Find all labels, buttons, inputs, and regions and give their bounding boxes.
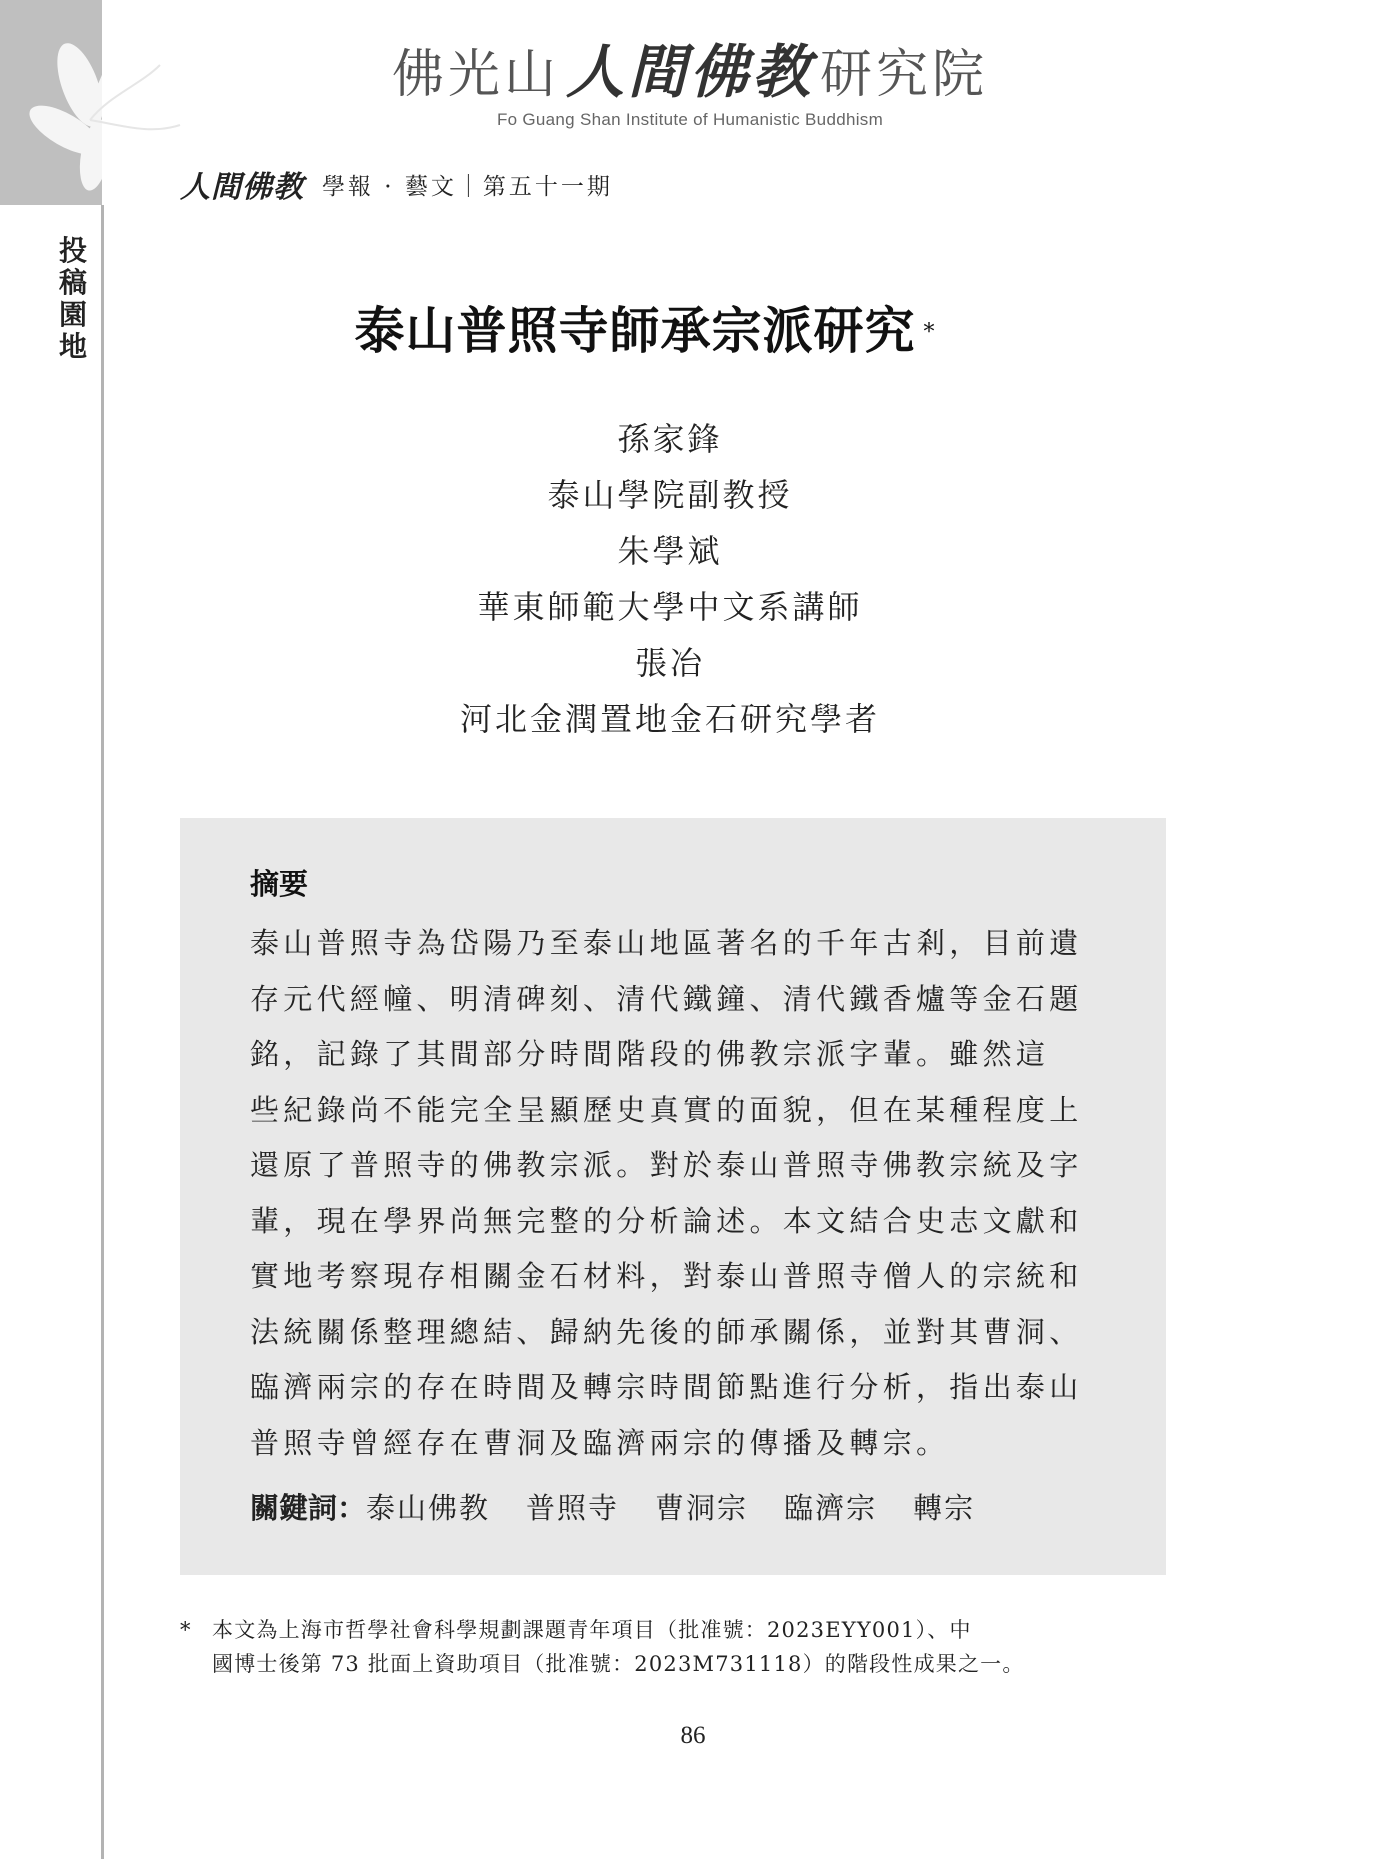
abstract-line: 些紀錄尚不能完全呈顯歷史真實的面貌，但在某種程度上 <box>250 1092 1083 1127</box>
article-title-text: 泰山普照寺師承宗派研究 <box>354 301 916 360</box>
section-side-label <box>56 235 90 363</box>
side-label-char: 投 <box>58 234 87 267</box>
journal-issue: 學報 · 藝文｜第五十一期 <box>322 173 613 200</box>
abstract-line: 實地考察現存相關金石材料，對泰山普照寺僧人的宗統和 <box>250 1259 1083 1293</box>
keyword: 曹洞宗 <box>655 1491 749 1525</box>
author-block <box>300 411 1040 747</box>
footnote <box>180 1613 1180 1681</box>
journal-logo: 人間佛教 <box>180 170 304 205</box>
abstract-line: 銘，記錄了其間部分時間階段的佛教宗派字輩。雖然這 <box>250 1037 1050 1071</box>
author-affiliation: 河北金潤置地金石研究學者 <box>459 700 880 738</box>
abstract-line: 普照寺曾經存在曹洞及臨濟兩宗的傳播及轉宗。 <box>250 1425 950 1460</box>
abstract-line: 還原了普照寺的佛教宗派。對於泰山普照寺佛教宗統及字 <box>250 1148 1083 1182</box>
abstract-line: 輩，現在學界尚無完整的分析論述。本文結合史志文獻和 <box>250 1203 1083 1238</box>
author-name: 孫家鋒 <box>617 420 723 458</box>
author-name: 朱學斌 <box>617 532 723 570</box>
author-name: 張冶 <box>634 644 705 682</box>
keyword: 普照寺 <box>526 1491 620 1525</box>
title-footnote-marker: * <box>923 320 936 345</box>
keyword: 臨濟宗 <box>784 1491 878 1525</box>
side-label-char: 園 <box>58 298 87 331</box>
footnote-line: 國博士後第 73 批面上資助項目（批准號：2023M731118）的階段性成果之一。 <box>212 1652 1025 1676</box>
keywords-line <box>250 1486 1011 1527</box>
keyword: 泰山佛教 <box>366 1491 491 1525</box>
abstract-line: 存元代經幢、明清碑刻、清代鐵鐘、清代鐵香爐等金石題 <box>250 981 1083 1016</box>
institute-suffix: 研究院 <box>820 45 989 105</box>
abstract-line: 泰山普照寺為岱陽乃至泰山地區著名的千年古剎，目前遺 <box>250 926 1083 960</box>
side-rule <box>101 205 104 1859</box>
abstract-line: 法統關係整理總結、歸納先後的師承關係，並對其曹洞、 <box>250 1314 1083 1349</box>
abstract-body <box>250 916 1102 1471</box>
side-label-char: 稿 <box>58 266 87 299</box>
abstract-line: 臨濟兩宗的存在時間及轉宗時間節點進行分析，指出泰山 <box>250 1370 1083 1404</box>
article-title <box>280 300 1010 362</box>
side-label-char: 地 <box>58 330 87 363</box>
page-number: 86 <box>680 1722 706 1749</box>
footnote-marker: * <box>180 1618 191 1642</box>
footnote-line: 本文為上海市哲學社會科學規劃課題青年項目（批准號：2023EYY001）、中 <box>212 1618 972 1642</box>
keyword: 轉宗 <box>913 1491 976 1525</box>
abstract-heading: 摘要 <box>250 867 309 901</box>
institute-calligraphy: 人間佛教 <box>565 38 814 106</box>
keywords-label: 關鍵詞： <box>250 1491 367 1525</box>
abstract-box <box>180 818 1166 1575</box>
author-affiliation: 泰山學院副教授 <box>547 476 793 514</box>
institute-english-name: Fo Guang Shan Institute of Humanistic Buddhism <box>496 110 884 129</box>
author-affiliation: 華東師範大學中文系講師 <box>477 588 863 626</box>
journal-header <box>180 166 613 205</box>
institute-prefix: 佛光山 <box>391 45 560 105</box>
institute-title <box>330 40 1050 107</box>
